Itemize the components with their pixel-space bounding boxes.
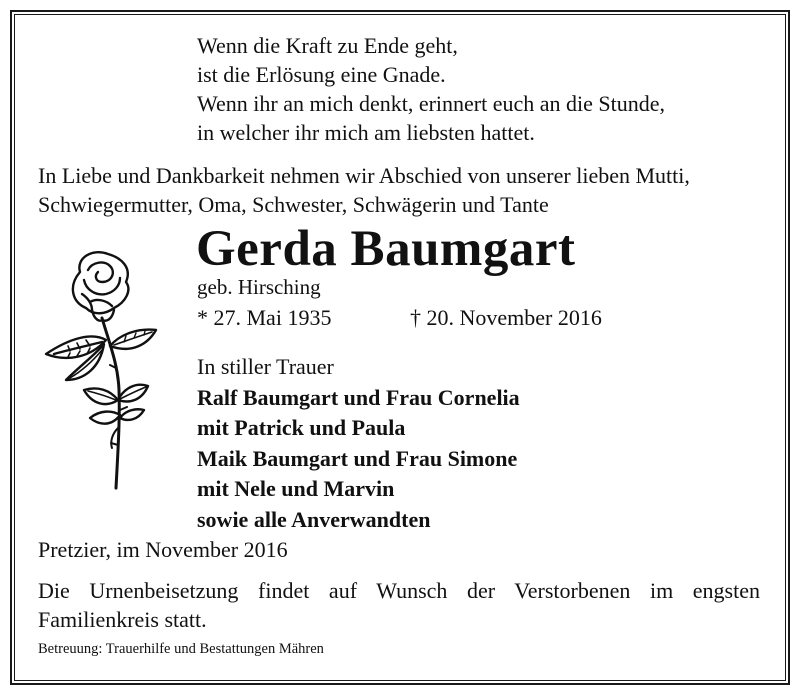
birth-date: * 27. Mai 1935 xyxy=(197,305,332,330)
intro-line: In Liebe und Dankbarkeit nehmen wir Abschied von unserer lieben Mutti, xyxy=(38,163,690,188)
deceased-name: Gerda Baumgart xyxy=(196,221,576,277)
mourner-line: Maik Baumgart und Frau Simone xyxy=(197,445,518,471)
urn-notice-line: Familienkreis statt. xyxy=(38,607,207,632)
urn-notice-line: Die Urnenbeisetzung findet auf Wunsch der Verstorbenen im engsten xyxy=(38,578,760,603)
mourner-line: mit Patrick und Paula xyxy=(197,415,406,440)
life-dates xyxy=(197,304,602,332)
urn-notice xyxy=(38,576,760,634)
place-date: Pretzier, im November 2016 xyxy=(38,537,288,562)
intro-line: Schwiegermutter, Oma, Schwester, Schwägerin und Tante xyxy=(38,192,549,217)
poem-line: Wenn die Kraft zu Ende geht, xyxy=(197,33,458,58)
death-date: † 20. November 2016 xyxy=(410,305,602,330)
poem xyxy=(197,31,665,147)
mourner-line: sowie alle Anverwandten xyxy=(197,506,431,532)
rose-icon xyxy=(40,250,165,495)
poem-line: Wenn ihr an mich denkt, erinnert euch an die Stunde, xyxy=(197,91,666,116)
maiden-name: geb. Hirsching xyxy=(197,275,321,299)
intro-text xyxy=(38,161,768,219)
poem-line: ist die Erlösung eine Gnade. xyxy=(197,62,446,87)
mourner-line: Ralf Baumgart und Frau Cornelia xyxy=(197,384,520,410)
mourners xyxy=(197,352,520,535)
mourners-heading: In stiller Trauer xyxy=(197,354,334,379)
poem-line: in welcher ihr mich am liebsten hattet. xyxy=(197,120,535,145)
mourner-line: mit Nele und Marvin xyxy=(197,476,395,501)
care-credit: Betreuung: Trauerhilfe und Bestattungen Mähren xyxy=(38,641,324,657)
